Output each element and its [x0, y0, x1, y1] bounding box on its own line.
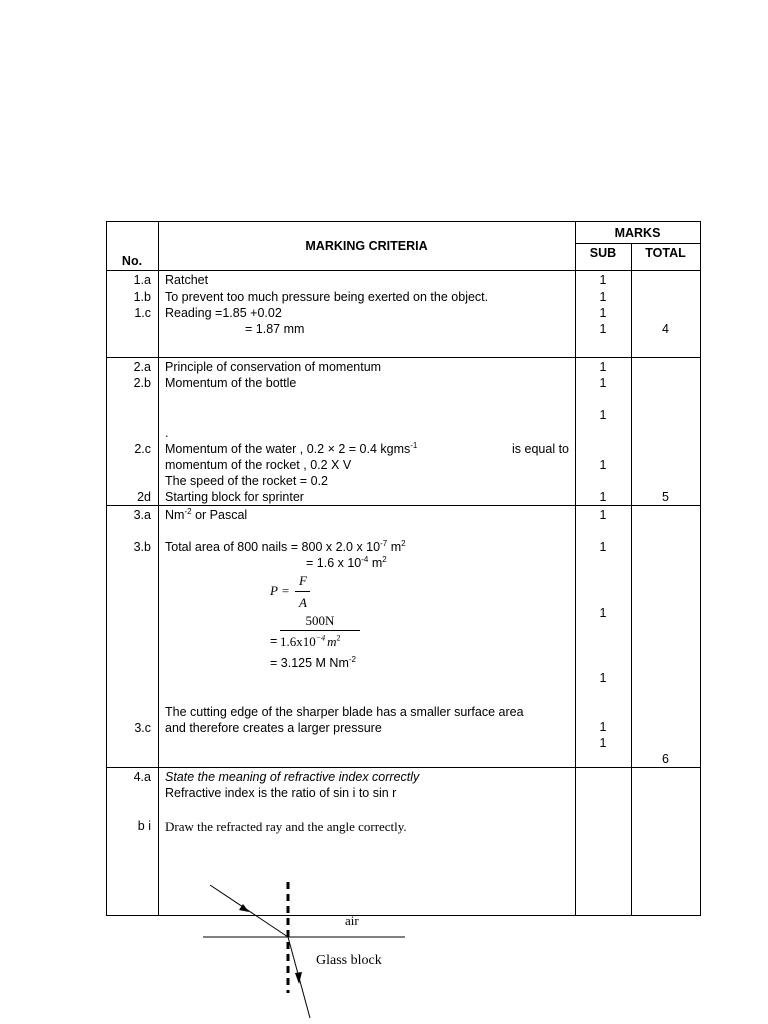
q1-num-c: 1.c [134, 306, 151, 320]
q2-num-a: 2.a [133, 360, 151, 374]
q4-line-question: State the meaning of refractive index correctly [165, 770, 420, 784]
formula-force-numerator: 500N [305, 613, 335, 628]
q3-num-c: 3.c [134, 721, 151, 735]
q3-sub-mark: 1 [599, 508, 607, 522]
q3-sub-mark: 1 [599, 671, 607, 685]
formula-force-equals: = [270, 634, 278, 648]
formula-force-denominator: $1.6x10^{-4}$ $m^2$ [280, 633, 341, 649]
formula-force-fraction-bar [280, 630, 360, 631]
incident-ray [210, 885, 288, 937]
formula-p-denominator: A [299, 595, 307, 610]
q2-water-text: Momentum of the water , 0.2 × 2 = 0.4 kgms [165, 442, 411, 456]
q2-line-bottle: Momentum of the bottle [165, 376, 297, 390]
q2-line-water [165, 442, 569, 457]
header-bottom-border [106, 270, 701, 271]
q2-sub-mark: 1 [599, 376, 607, 390]
table-left-border [106, 221, 107, 916]
q2-num-b: 2.b [133, 376, 151, 390]
formula-p-lhs: P = [270, 583, 290, 598]
row-divider-q2 [106, 505, 701, 506]
incident-arrow-head [239, 904, 249, 912]
q4-num-bi: b i [137, 819, 151, 833]
q2-total-mark: 5 [662, 490, 669, 504]
q2-sub-mark: 1 [599, 458, 607, 472]
q3-line-cutting-edge: The cutting edge of the sharper blade has a smaller surface area [165, 705, 524, 719]
q4-num-a: 4.a [133, 770, 151, 784]
no-column-divider [158, 221, 159, 916]
q2-water-exp: -1 [410, 440, 418, 450]
q3-line-unit: $Nm^{-2}$ or Pascal [165, 506, 248, 522]
q2-num-d: 2d [137, 490, 151, 504]
q4-line-definition: Refractive index is the ratio of sin i to sin r [165, 786, 397, 800]
q2-line-starting-block: Starting block for sprinter [165, 490, 304, 504]
q1-line-ratchet: Ratchet [165, 273, 209, 287]
q2-sub-mark: 1 [599, 408, 607, 422]
q1-line-result: = 1.87 mm [245, 322, 305, 336]
q3-sub-mark: 1 [599, 736, 607, 750]
q3-total-mark: 6 [662, 752, 669, 766]
formula-p-numerator: F [299, 573, 307, 588]
refracted-arrow-head [295, 972, 302, 984]
row-divider-q3 [106, 767, 701, 768]
q2-line-rocket-momentum: momentum of the rocket , 0.2 X V [165, 458, 352, 472]
formula-p-fraction-bar [295, 591, 310, 592]
sub-column-divider [631, 243, 632, 916]
q2-sub-mark: 1 [599, 490, 607, 504]
q3-line-larger-pressure: and therefore creates a larger pressure [165, 721, 382, 735]
q2-line-dot: . [165, 426, 169, 440]
q1-sub-mark: 1 [599, 306, 607, 320]
formula-pressure-result: = 3.125 M $Nm^{-2}$ [270, 654, 356, 670]
q1-sub-mark: 1 [599, 290, 607, 304]
q1-sub-mark: 1 [599, 322, 607, 336]
diagram-air-label: air [345, 913, 359, 928]
header-total: TOTAL [645, 246, 686, 260]
q3-sub-mark: 1 [599, 720, 607, 734]
diagram-glass-label: Glass block [316, 953, 382, 968]
header-marks: MARKS [614, 226, 661, 240]
table-top-border [106, 221, 701, 222]
q3-num-a: 3.a [133, 508, 151, 522]
q4-line-draw: Draw the refracted ray and the angle correctly. [165, 819, 407, 834]
q2-sub-mark: 1 [599, 360, 607, 374]
q2-line-principle: Principle of conservation of momentum [165, 360, 382, 374]
header-no: No. [121, 254, 143, 268]
q1-num-a: 1.a [133, 273, 151, 287]
q1-line-pressure: To prevent too much pressure being exerted on the object. [165, 290, 489, 304]
header-marking-criteria: MARKING CRITERIA [305, 239, 428, 253]
q3-sub-mark: 1 [599, 540, 607, 554]
q2-water-tail: is equal to [512, 442, 569, 456]
q3-line-area-result: = 1.6 x $10^{-4}$ $m^2$ [306, 554, 387, 570]
header-sub: SUB [589, 246, 617, 260]
row-divider-q1 [106, 357, 701, 358]
q3-num-b: 3.b [133, 540, 151, 554]
table-right-border [700, 221, 701, 916]
q2-line-rocket-speed: The speed of the rocket = 0.2 [165, 474, 328, 488]
q1-num-b: 1.b [133, 290, 151, 304]
refracted-ray [288, 937, 310, 1018]
q2-num-c: 2.c [134, 442, 151, 456]
marks-divider [575, 243, 701, 244]
q1-total-mark: 4 [662, 322, 669, 336]
q3-line-total-area: Total area of 800 nails = 800 x 2.0 x $10^{-7}$ $m^2$ [165, 538, 406, 554]
q1-sub-mark: 1 [599, 273, 607, 287]
q3-sub-mark: 1 [599, 606, 607, 620]
table-bottom-border [106, 915, 701, 916]
q1-line-reading: Reading =1.85 +0.02 [165, 306, 282, 320]
